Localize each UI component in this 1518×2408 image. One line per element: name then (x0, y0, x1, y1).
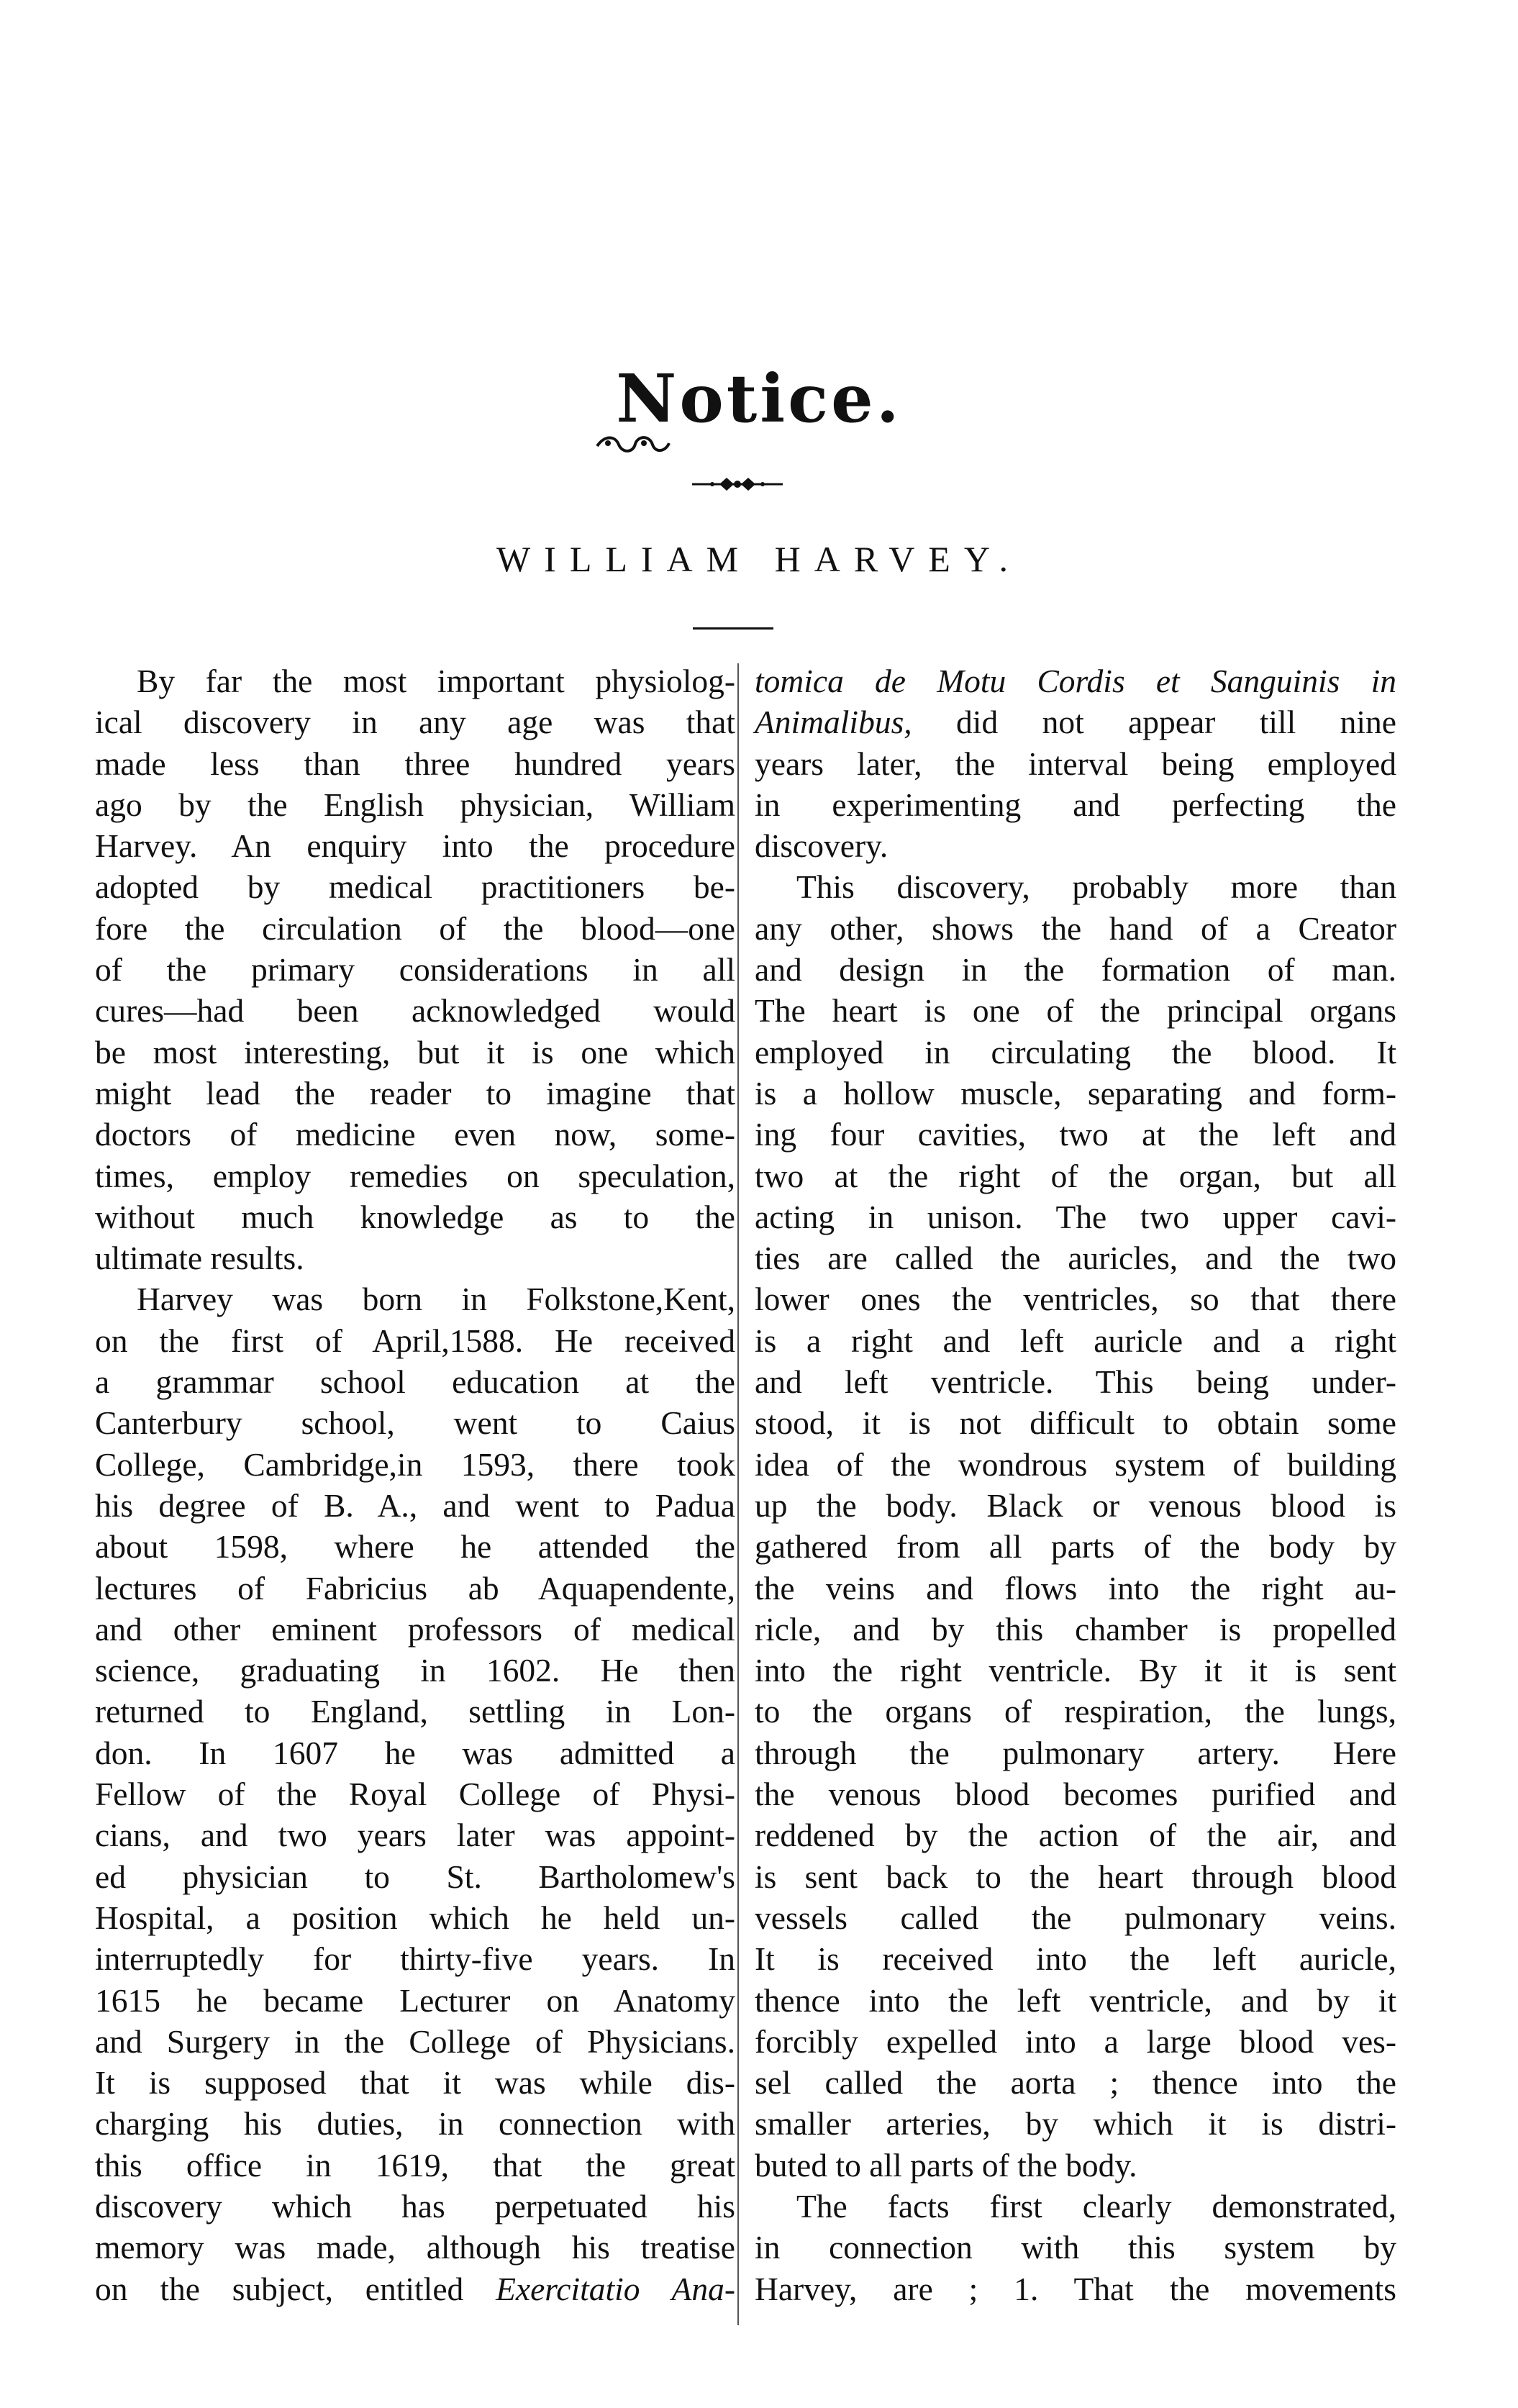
text-line: the veins and flows into the right au- (755, 1569, 1396, 1607)
text-line: on the first of April,1588. He received (95, 1322, 735, 1359)
text-line: in experimenting and perfecting the (755, 786, 1396, 823)
text-line: up the body. Black or venous blood is (755, 1486, 1396, 1524)
text-line: made less than three hundred years (95, 745, 735, 782)
text-line: about 1598, where he attended the (95, 1528, 735, 1566)
text-line: ical discovery in any age was that (95, 704, 735, 741)
text-line: adopted by medical practitioners be- (95, 868, 735, 906)
text-line: stood, it is not difficult to obtain some (755, 1404, 1396, 1442)
text-line: acting in unison. The two upper cavi- (755, 1198, 1396, 1235)
text-line: idea of the wondrous system of building (755, 1445, 1396, 1483)
text-line: Hospital, a position which he held un- (95, 1899, 735, 1936)
text-line: smaller arteries, by which it is distri- (755, 2105, 1396, 2143)
text-line: and other eminent professors of medical (95, 1610, 735, 1648)
text-line: to the organs of respiration, the lungs, (755, 1693, 1396, 1730)
text-line: is a hollow muscle, separating and form- (755, 1074, 1396, 1112)
text-line: 1615 he became Lecturer on Anatomy (95, 1981, 735, 2019)
column-divider (737, 663, 739, 2325)
text-line: through the pulmonary artery. Here (755, 1734, 1396, 1771)
text-line: lower ones the ventricles, so that there (755, 1281, 1396, 1318)
notice-title: Notice. (616, 360, 902, 437)
text-line: charging his duties, in connection with (95, 2105, 735, 2143)
text-line: buted to all parts of the body. (755, 2146, 1137, 2184)
text-line: gathered from all parts of the body by (755, 1528, 1396, 1566)
text-line: discovery. (755, 827, 888, 865)
text-line: and left ventricle. This being under- (755, 1363, 1396, 1401)
text-line: times, employ remedies on speculation, (95, 1157, 735, 1194)
text-run: on the subject, entitled (95, 2270, 496, 2307)
text-line: ing four cavities, two at the left and (755, 1116, 1396, 1153)
text-line: any other, shows the hand of a Creator (755, 909, 1396, 947)
text-line: By far the most important physiolog- (137, 663, 735, 699)
text-line: ago by the English physician, William (95, 786, 735, 823)
text-line (95, 2268, 735, 2309)
text-line: without much knowledge as to the (95, 1198, 735, 1235)
text-line: ricle, and by this chamber is propelled (755, 1610, 1396, 1648)
text-line: is sent back to the heart through blood (755, 1858, 1396, 1895)
text-line: is a right and left auricle and a right (755, 1322, 1396, 1359)
text-line: It is supposed that it was while dis- (95, 2064, 735, 2102)
text-line: this office in 1619, that the great (95, 2146, 735, 2184)
text-line: a grammar school education at the (95, 1363, 735, 1401)
text-line: interruptedly for thirty-five years. In (95, 1940, 735, 1978)
text-line: cures—had been acknowledged would (95, 992, 735, 1030)
text-line: lectures of Fabricius ab Aquapendente, (95, 1569, 735, 1607)
text-line: forcibly expelled into a large blood ves- (755, 2022, 1396, 2060)
text-line: ties are called the auricles, and the two (755, 1240, 1396, 1277)
text-line: Harvey was born in Folkstone,Kent, (137, 1281, 735, 1318)
treatise-title-italic: Animalibus, (755, 704, 912, 741)
text-line: The heart is one of the principal organs (755, 992, 1396, 1030)
text-line: years later, the interval being employed (755, 745, 1396, 782)
article-subject: WILLIAM HARVEY. (496, 539, 1022, 579)
text-line: of the primary considerations in all (95, 951, 735, 989)
text-line: Fellow of the Royal College of Physi- (95, 1776, 735, 1813)
text-line: science, graduating in 1602. He then (95, 1652, 735, 1689)
text-line: into the right ventricle. By it it is sent (755, 1652, 1396, 1689)
treatise-title-italic: tomica de Motu Cordis et Sanguinis in (755, 663, 1396, 699)
text-line (755, 701, 1396, 742)
text-line: employed in circulating the blood. It (755, 1033, 1396, 1071)
text-line: It is received into the left auricle, (755, 1940, 1396, 1978)
text-line: reddened by the action of the air, and (755, 1817, 1396, 1854)
text-line: vessels called the pulmonary veins. (755, 1899, 1396, 1936)
text-line: Harvey. An enquiry into the procedure (95, 827, 735, 865)
title-rule (693, 627, 773, 630)
text-line: and Surgery in the College of Physicians. (95, 2022, 735, 2060)
text-line: College, Cambridge,in 1593, there took (95, 1445, 735, 1483)
text-line: his degree of B. A., and went to Padua (95, 1486, 735, 1524)
treatise-title-italic: Exercitatio Ana- (496, 2270, 736, 2307)
text-line: in connection with this system by (755, 2229, 1396, 2266)
text-line: This discovery, probably more than (796, 868, 1396, 906)
text-line: fore the circulation of the blood—one (95, 909, 735, 947)
text-line: doctors of medicine even now, some- (95, 1116, 735, 1153)
text-line: Harvey, are ; 1. That the movements (755, 2270, 1396, 2307)
flourish-ornament (594, 432, 673, 456)
text-line: and design in the formation of man. (755, 951, 1396, 989)
text-line (755, 660, 1396, 701)
text-line: ed physician to St. Bartholomew's (95, 1858, 735, 1895)
text-line: Canterbury school, went to Caius (95, 1404, 735, 1442)
left-column (95, 660, 735, 2309)
text-line: returned to England, settling in Lon- (95, 1693, 735, 1730)
text-line: might lead the reader to imagine that (95, 1074, 735, 1112)
divider-ornament (691, 475, 784, 494)
text-line: thence into the left ventricle, and by it (755, 1981, 1396, 2019)
text-line: ultimate results. (95, 1240, 304, 1277)
text-line: cians, and two years later was appoint- (95, 1817, 735, 1854)
text-run: did not appear till nine (912, 704, 1396, 741)
right-column (755, 660, 1396, 2309)
text-line: The facts first clearly demonstrated, (796, 2187, 1396, 2225)
text-line: be most interesting, but it is one which (95, 1033, 735, 1071)
text-line: sel called the aorta ; thence into the (755, 2064, 1396, 2102)
text-line: two at the right of the organ, but all (755, 1157, 1396, 1194)
text-line: discovery which has perpetuated his (95, 2187, 735, 2225)
text-line: don. In 1607 he was admitted a (95, 1734, 735, 1771)
text-line: the venous blood becomes purified and (755, 1776, 1396, 1813)
text-line: memory was made, although his treatise (95, 2229, 735, 2266)
